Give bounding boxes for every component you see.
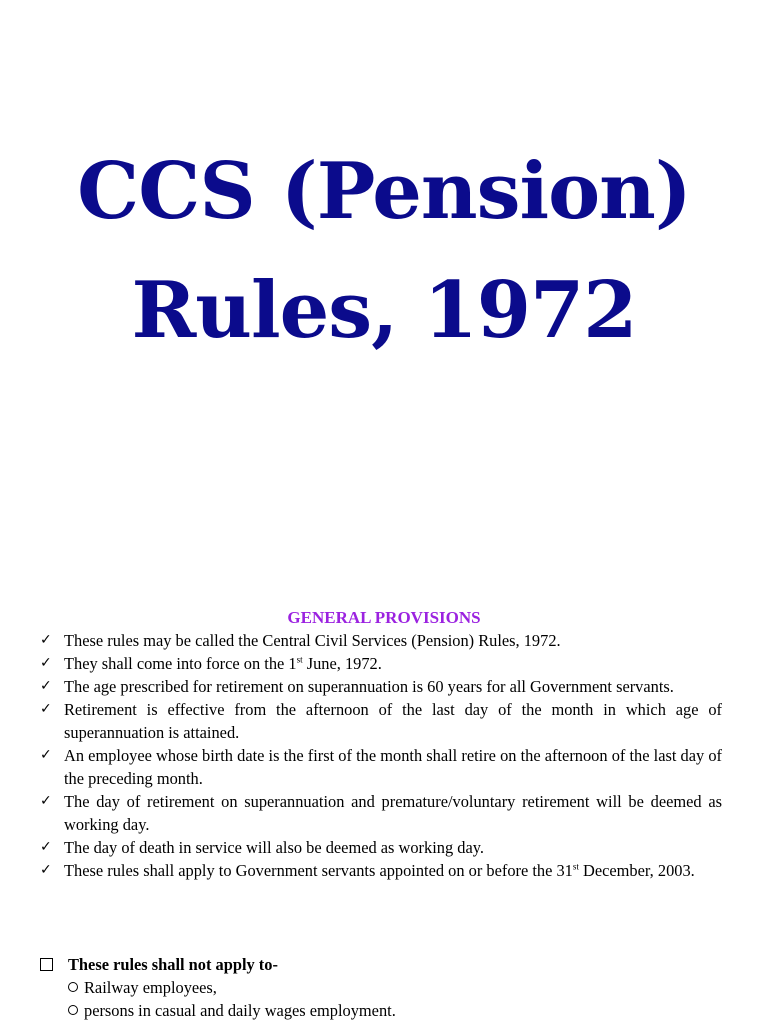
list-item: ✓ The day of retirement on superannuation and premature/voluntary retirement will be deemed as working day. — [40, 792, 722, 834]
circle-bullet-icon — [68, 1005, 78, 1015]
check-icon: ✓ — [40, 632, 52, 648]
list-item: ✓ Retirement is effective from the afternoon of the last day of the month in which age of superannuation is attained. — [40, 700, 722, 742]
list-item: ✓ These rules may be called the Central Civil Services (Pension) Rules, 1972. — [40, 631, 561, 650]
check-icon: ✓ — [40, 793, 52, 809]
list-item: ✓ The age prescribed for retirement on superannuation is 60 years for all Government servants. — [40, 677, 674, 696]
check-icon: ✓ — [40, 862, 52, 878]
circle-bullet-icon — [68, 982, 78, 992]
provisions-list — [40, 629, 722, 882]
list-item: ✓ These rules shall apply to Government servants appointed on or before the 31st December, 2003. — [40, 861, 695, 880]
check-icon: ✓ — [40, 839, 52, 855]
list-item: ✓ An employee whose birth date is the first of the month shall retire on the afternoon of the last day of the preceding month. — [40, 746, 722, 788]
exclusion-heading-row — [40, 953, 722, 976]
title-line-2: Rules, 1972 — [131, 265, 637, 356]
exclusion-block — [40, 953, 722, 1022]
list-item: persons in casual and daily wages employment. — [68, 999, 722, 1022]
list-item: ✓ The day of death in service will also be deemed as working day. — [40, 838, 484, 857]
list-item: Railway employees, — [68, 976, 722, 999]
check-icon: ✓ — [40, 747, 52, 763]
section-heading: GENERAL PROVISIONS — [287, 608, 481, 627]
check-icon: ✓ — [40, 701, 52, 717]
check-icon: ✓ — [40, 678, 52, 694]
exclusion-heading: These rules shall not apply to- — [68, 955, 278, 974]
title-line-1: CCS (Pension) — [77, 146, 691, 237]
check-icon: ✓ — [40, 655, 52, 671]
list-item: ✓ They shall come into force on the 1st June, 1972. — [40, 654, 382, 673]
exclusion-list — [40, 976, 722, 1022]
square-bullet-icon — [40, 958, 53, 971]
